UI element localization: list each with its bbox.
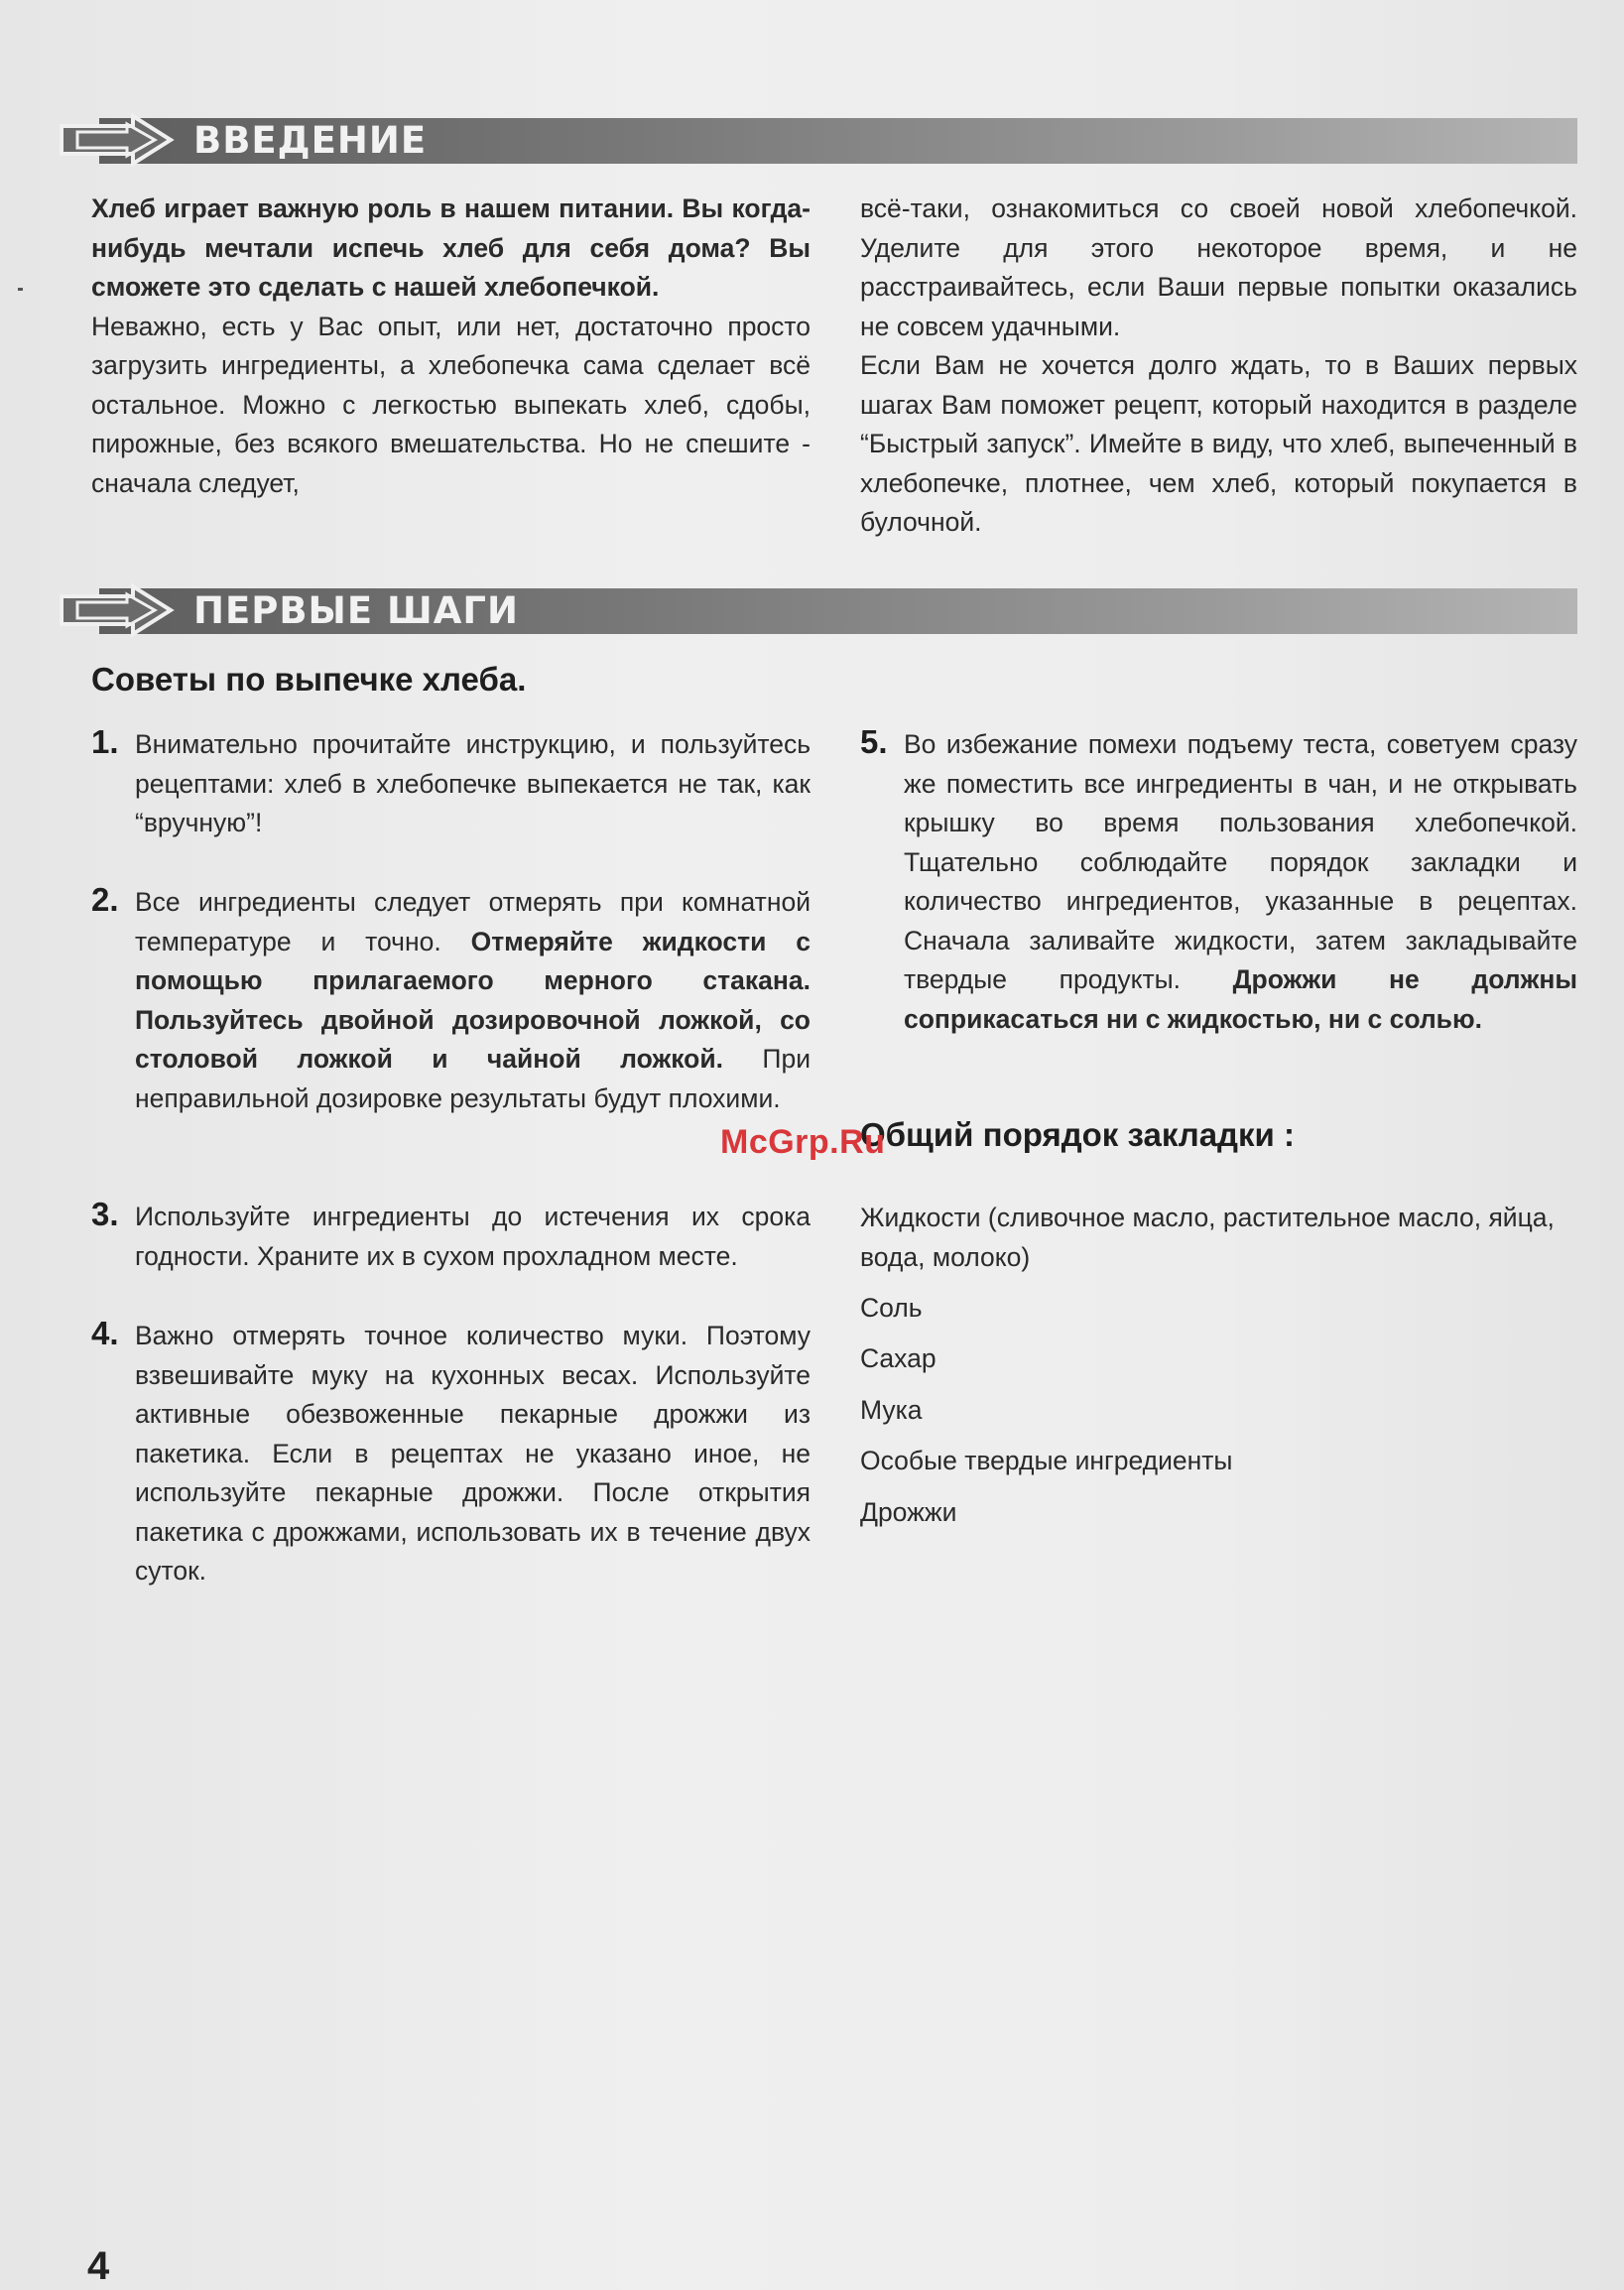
order-item: Особые твердые ингредиенты xyxy=(860,1446,1233,1475)
intro-paragraph: всё-таки, ознакомиться со своей новой хлебопечкой. Уделите для этого некоторое время, и не расстраивайтесь, если Ваши первые попытки оказались не совсем удачными. xyxy=(860,193,1577,341)
section-title: ПЕРВЫЕ ШАГИ xyxy=(193,589,519,632)
tip-number: 3. xyxy=(91,1196,119,1232)
order-item: Соль xyxy=(860,1293,923,1323)
arrow-icon xyxy=(60,582,188,638)
intro-lead: Хлеб играет важную роль в нашем питании. Вы когда-нибудь мечтали испечь хлеб для себя дома? Вы сможете это сделать с нашей хлебопечкой. xyxy=(91,193,811,302)
tip-item-2 xyxy=(91,883,811,1118)
section-header-intro xyxy=(60,116,1577,164)
tip-text-bold: Дрожжи не должны соприкасаться ни с жидкостью, ни с солью. xyxy=(904,964,1577,1034)
section-title: ВВЕДЕНИЕ xyxy=(193,119,428,162)
tip-number: 2. xyxy=(91,881,119,918)
intro-paragraph: Если Вам не хочется долго ждать, то в Ваших первых шагах Вам поможет рецепт, который находится в разделе “Быстрый запуск”. Имейте в виду, что хлеб, выпеченный в хлебопечке, плотнее, чем хлеб, который покупается в булочной. xyxy=(860,350,1577,537)
tip-text-bold: Отмеряйте жидкости с помощью прилагаемого мерного стакана. Пользуйтесь двойной дозировочной ложкой, со столовой ложкой и чайной ложкой. xyxy=(135,926,811,1074)
order-subtitle: Общий порядок закладки : xyxy=(860,1116,1295,1153)
order-item: Мука xyxy=(860,1395,923,1425)
order-item: Сахар xyxy=(860,1343,937,1373)
arrow-icon xyxy=(60,112,188,168)
order-item: Дрожжи xyxy=(860,1497,957,1527)
intro-paragraph: Неважно, есть у Вас опыт, или нет, достаточно просто загрузить ингредиенты, а хлебопечка сама сделает всё остальное. Можно с легкостью выпекать хлеб, сдобы, пирожные, без всякого вмешательства. Но не спешите - сначала следует, xyxy=(91,311,811,498)
tip-item-3 xyxy=(91,1198,811,1276)
tip-text xyxy=(135,883,811,1118)
tip-text xyxy=(904,725,1577,1039)
tip-item-5 xyxy=(860,725,1577,1039)
tip-number: 4. xyxy=(91,1315,119,1351)
intro-right-column xyxy=(860,190,1577,543)
tip-item-1 xyxy=(91,725,811,843)
order-item: Жидкости (сливочное масло, растительное масло, яйца, вода, молоко) xyxy=(860,1203,1555,1272)
speck xyxy=(18,288,23,291)
tip-text-part: Все ингредиенты следует отмерять при комнатной температуре и точно. xyxy=(135,887,811,956)
tip-number: 1. xyxy=(91,723,119,760)
tips-subtitle: Советы по выпечке хлеба. xyxy=(91,661,527,698)
page-number: 4 xyxy=(87,2244,110,2288)
tip-item-4 xyxy=(91,1317,811,1591)
tip-text-part: Во избежание помехи подъему теста, советуем сразу же поместить все ингредиенты в чан, и не открывать крышку во время пользования хлебопечкой. Тщательно соблюдайте порядок закладки и количество ингредиентов, указанные в рецептах. Сначала заливайте жидкости, затем закладывайте твердые продукты. xyxy=(904,729,1577,994)
tip-text: Используйте ингредиенты до истечения их срока годности. Храните их в сухом прохладном месте. xyxy=(135,1202,811,1271)
intro-left-column xyxy=(91,190,811,503)
tip-number: 5. xyxy=(860,723,888,760)
tip-text-part: При неправильной дозировке результаты будут плохими. xyxy=(135,1044,811,1113)
section-header-first-steps xyxy=(60,586,1577,634)
tip-text: Внимательно прочитайте инструкцию, и пользуйтесь рецептами: хлеб в хлебопечке выпекается не так, как “вручную”! xyxy=(135,729,811,837)
tip-text: Важно отмерять точное количество муки. Поэтому взвешивайте муку на кухонных весах. Используйте активные обезвоженные пекарные дрожжи из пакетика. Если в рецептах не указано иное, не используйте пекарные дрожжи. После открытия пакетика с дрожжами, использовать их в течение двух суток. xyxy=(135,1321,811,1586)
watermark: McGrp.Ru xyxy=(720,1123,886,1161)
